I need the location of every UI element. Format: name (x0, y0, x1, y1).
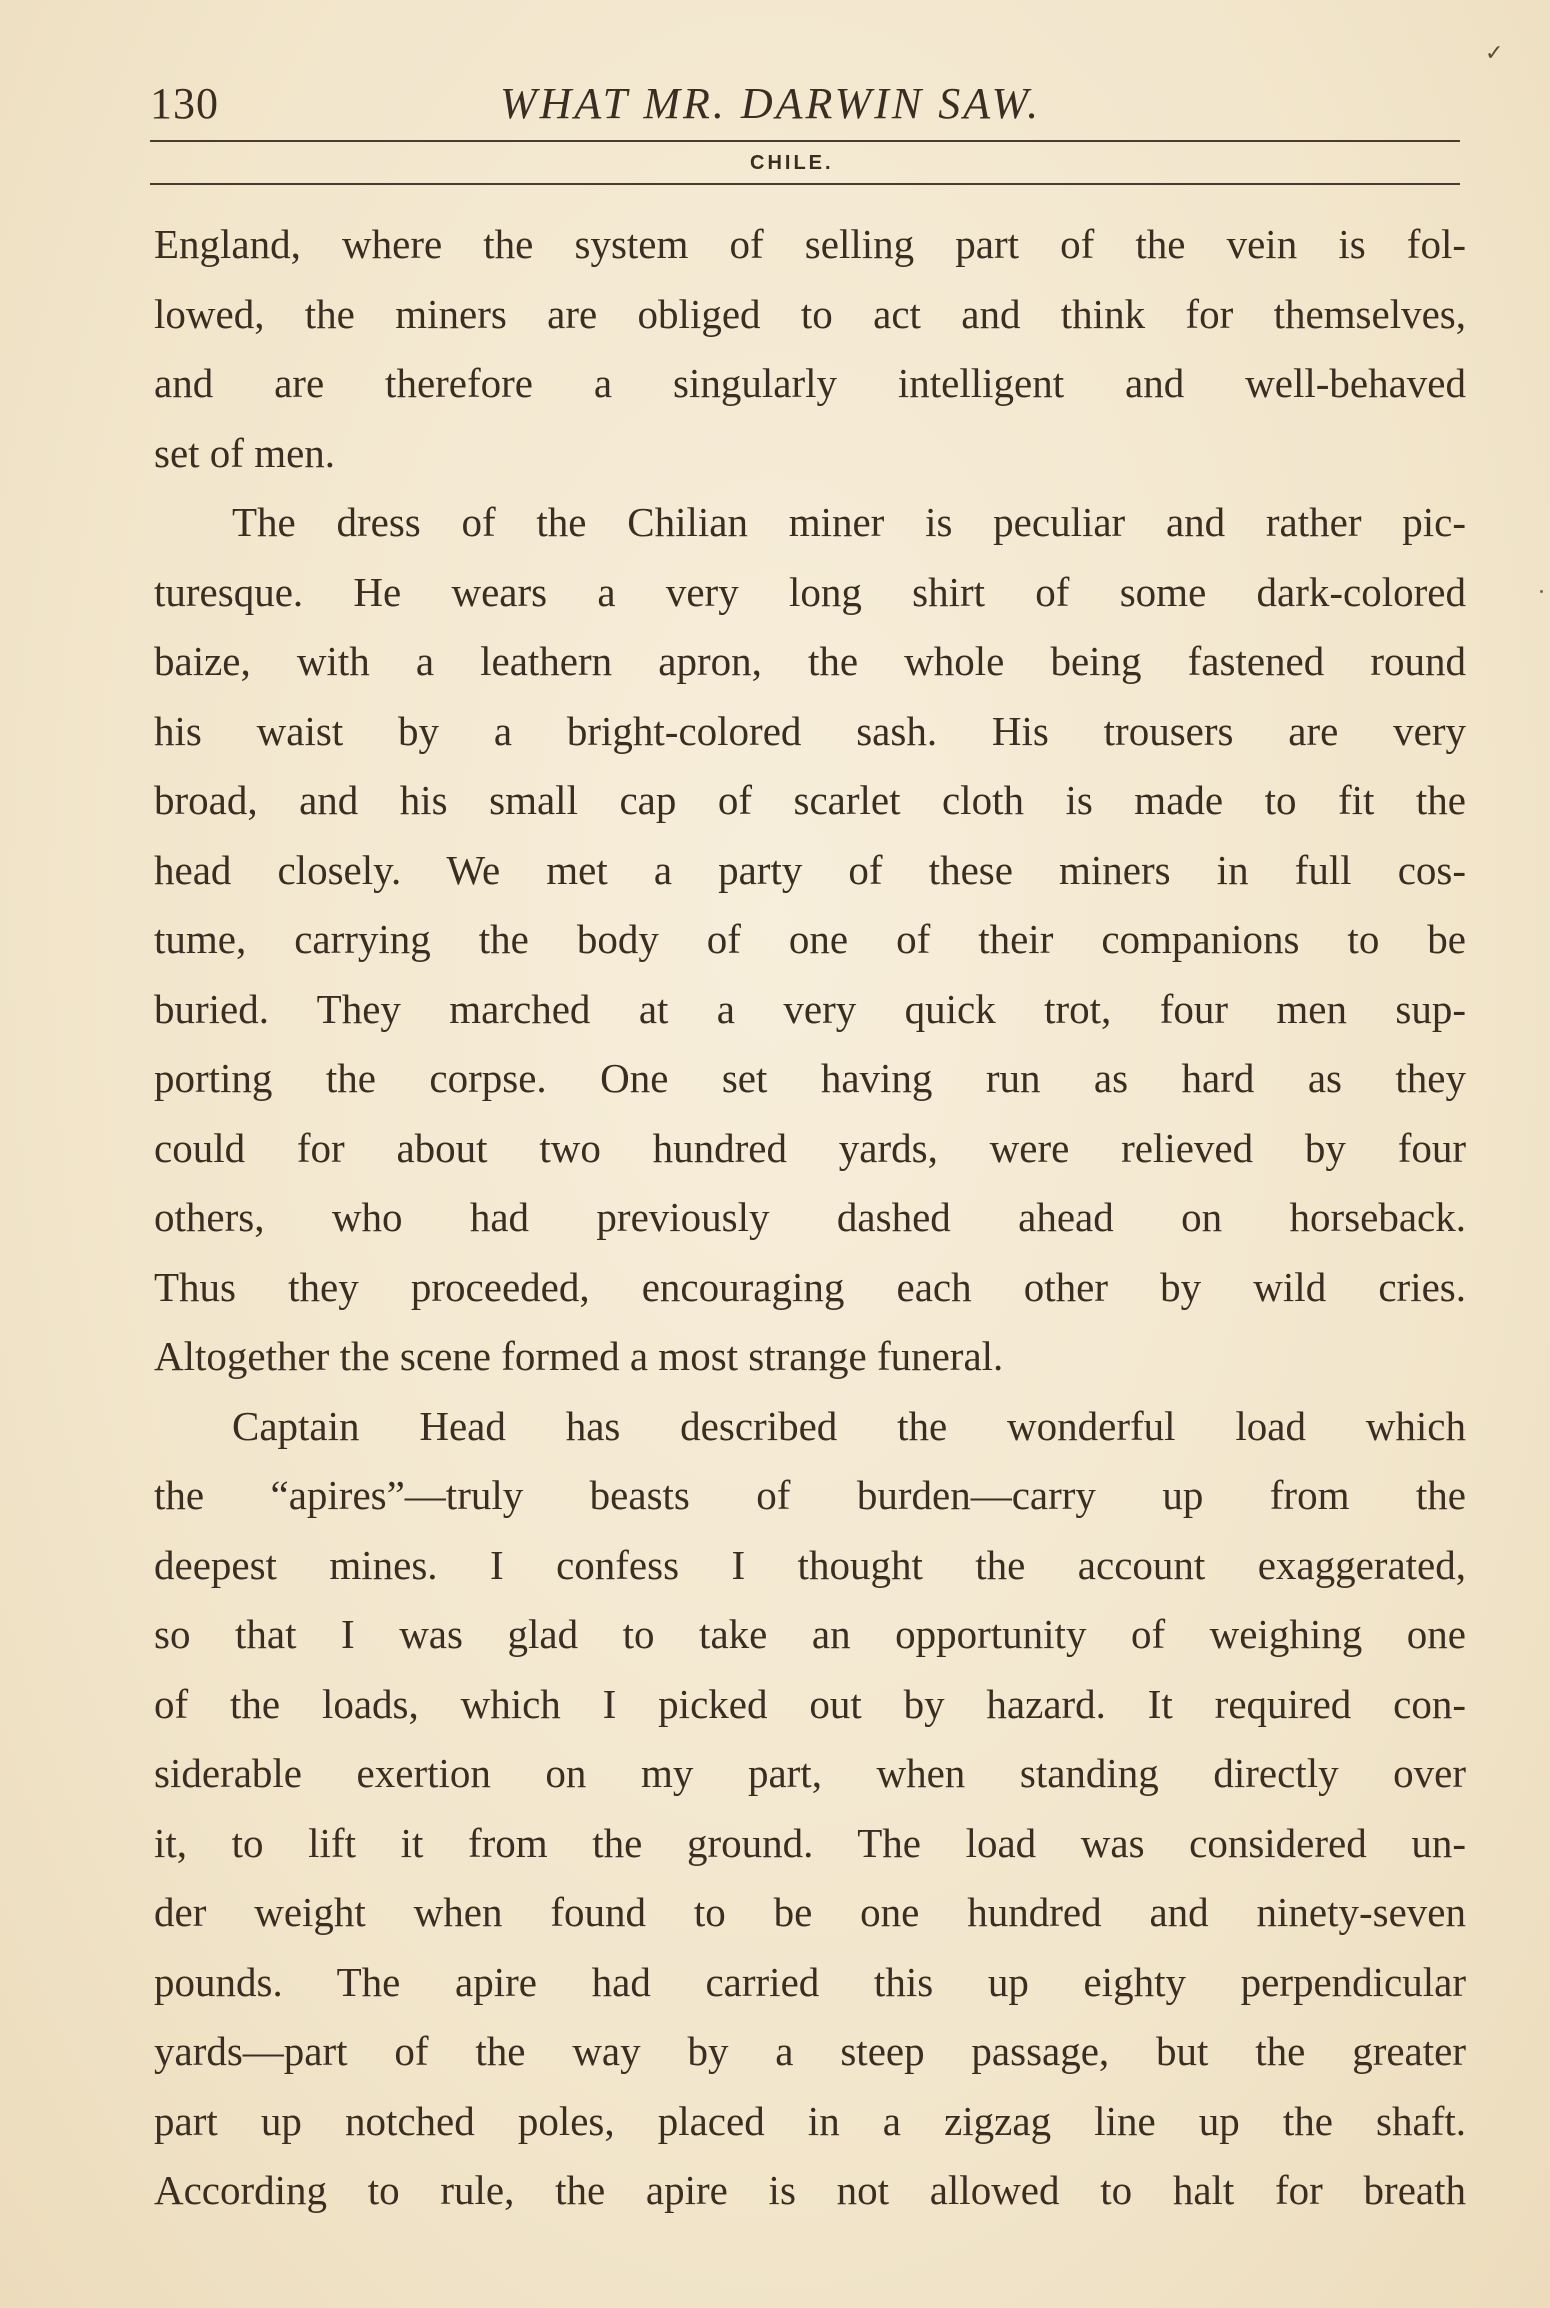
running-title: WHAT MR. DARWIN SAW. (500, 79, 1042, 128)
header-rule-bottom (150, 183, 1460, 185)
text-line: head closely. We met a party of these miners in full cos- (154, 846, 1466, 893)
text-line: Altogether the scene formed a most strange funeral. (154, 1333, 1004, 1379)
text-line: it, to lift it from the ground. The load was considered un- (154, 1819, 1466, 1866)
text-line: England, where the system of selling part of the vein is fol- (154, 221, 1466, 267)
text-line: and are therefore a singularly intelligent and well-behaved (154, 360, 1466, 406)
page-number: 130 (150, 79, 219, 128)
text-line: turesque. He wears a very long shirt of some dark-colored (154, 568, 1466, 615)
text-line: porting the corpse. One set having run as hard as they (154, 1055, 1466, 1101)
text-line: Thus they proceeded, encouraging each other by wild cries. (154, 1263, 1466, 1310)
text-line: broad, and his small cap of scarlet cloth is made to fit the (154, 777, 1466, 823)
text-line: Captain Head has described the wonderful load which (232, 1402, 1466, 1449)
page-header (150, 70, 1460, 140)
text-line: der weight when found to be one hundred and ninety-seven (154, 1889, 1466, 1935)
body-text (154, 210, 1466, 2226)
margin-dot (1540, 590, 1543, 593)
text-line: lowed, the miners are obliged to act and think for themselves, (154, 290, 1466, 337)
section-label: CHILE. (750, 152, 834, 174)
text-line: baize, with a leathern apron, the whole being fastened round (154, 638, 1466, 684)
text-line: others, who had previously dashed ahead on horseback. (154, 1194, 1466, 1240)
text-line: could for about two hundred yards, were relieved by four (154, 1124, 1466, 1171)
margin-mark: ✓ (1485, 40, 1504, 65)
text-line: tume, carrying the body of one of their companions to be (154, 916, 1466, 962)
text-line: the “apires”—truly beasts of burden—carry up from the (154, 1472, 1466, 1518)
text-line: pounds. The apire had carried this up eighty perpendicular (154, 1958, 1466, 2005)
text-line: siderable exertion on my part, when standing directly over (154, 1750, 1466, 1796)
text-line: The dress of the Chilian miner is peculiar and rather pic- (232, 499, 1466, 545)
text-line: so that I was glad to take an opportunity of weighing one (154, 1611, 1466, 1657)
text-line: set of men. (154, 429, 336, 476)
header-rule-top (150, 140, 1460, 142)
text-line: According to rule, the apire is not allowed to halt for breath (154, 2167, 1466, 2213)
text-line: yards—part of the way by a steep passage, but the greater (154, 2028, 1466, 2074)
text-line: deepest mines. I confess I thought the account exaggerated, (154, 1541, 1466, 1588)
text-line: of the loads, which I picked out by hazard. It required con- (154, 1680, 1466, 1727)
text-line: part up notched poles, placed in a zigzag line up the shaft. (154, 2097, 1466, 2144)
text-line: buried. They marched at a very quick trot, four men sup- (154, 985, 1466, 1032)
text-line: his waist by a bright-colored sash. His trousers are very (154, 707, 1466, 754)
